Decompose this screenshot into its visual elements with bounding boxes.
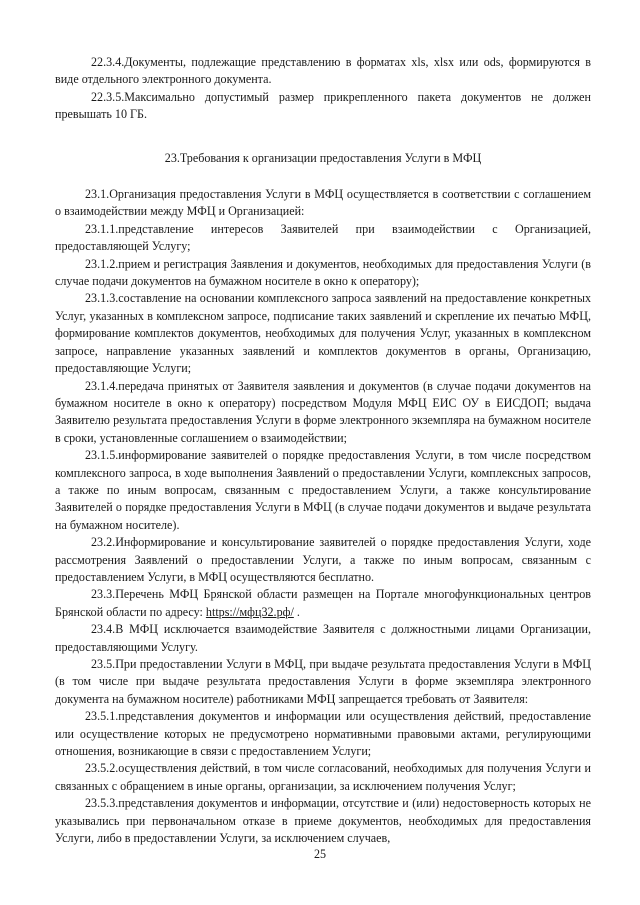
paragraph-22-3-5: 22.3.5.Максимально допустимый размер прикрепленного пакета документов не должен превышать 10 ГБ. <box>55 89 591 122</box>
paragraph-23-1-4: 23.1.4.передача принятых от Заявителя заявления и документов (в случае подачи документов на бумажном носителе в окно к оператору) посредством Модуля МФЦ ЕИС ОУ в ЕИСДОП; выдача Заявителю результата предоставления Услуги в форме электронного экземпляра на бумажном носителе в сроки, установленные соглашением о взаимодействии; <box>55 378 591 445</box>
paragraph-23-3-text: 23.3.Перечень МФЦ Брянской области размещен на Портале многофункциональных центров Брянской области по адресу: <box>55 587 591 619</box>
paragraph-23-1-1: 23.1.1.представление интересов Заявителей при взаимодействии с Организацией, предоставляющей Услугу; <box>55 221 591 254</box>
mfc-portal-link[interactable]: https://мфц32.рф/ <box>205 604 294 619</box>
paragraph-23-5: 23.5.При предоставлении Услуги в МФЦ, при выдаче результата предоставления Услуги в МФЦ (в том числе при выдаче результата предоставления Услуги в форме экземпляра электронного документа на бумажном носителе) работниками МФЦ запрещается требовать от Заявителя: <box>55 657 591 706</box>
paragraph-23-1-5: 23.1.5.информирование заявителей о порядке предоставления Услуги, в том числе посредством комплексного запроса, в ходе выполнения Заявлений о предоставлении Услуги, комплексных запросов, а также по иным вопросам, связанным с предоставлением Услуги, а также консультирование Заявителей о порядке предоставления Услуги в МФЦ (в случае подачи документов и выдаче результата на бумажном носителе). <box>55 448 591 532</box>
paragraph-23-1: 23.1.Организация предоставления Услуги в МФЦ осуществляется в соответствии с соглашением о взаимодействии между МФЦ и Организацией: <box>55 187 591 219</box>
paragraph-22-3-4: 22.3.4.Документы, подлежащие представлению в форматах xls, xlsx или ods, формируются в виде отдельного электронного документа. <box>55 55 591 87</box>
paragraph-23-5-1: 23.5.1.представления документов и информации или осуществления действий, предоставление или осуществление которых не предусмотрено нормативными правовыми актами, регулирующими отношения, возникающие в связи с предоставлением Услуги; <box>55 709 591 759</box>
paragraph-23-5-2: 23.5.2.осуществления действий, в том числе согласований, необходимых для получения Услуги и связанных с обращением в иные органы, организации, за исключением получения Услуг; <box>55 761 591 793</box>
paragraph-23-3-end: . <box>293 604 300 619</box>
paragraph-23-1-2: 23.1.2.прием и регистрация Заявления и документов, необходимых для предоставления Услуги (в случае подачи документов на бумажном носителе в окно к оператору); <box>55 256 591 289</box>
paragraph-23-4: 23.4.В МФЦ исключается взаимодействие Заявителя с должностными лицами Организации, предоставляющими Услугу. <box>55 622 591 654</box>
paragraph-23-2: 23.2.Информирование и консультирование заявителей о порядке предоставления Услуги, ходе рассмотрения Заявлений о предоставлении Услуги, а также по иным вопросам, связанным с предоставлением Услуги, в МФЦ осуществляются бесплатно. <box>55 535 591 584</box>
paragraph-23-3 <box>55 586 591 621</box>
paragraph-23-1-3: 23.1.3.составление на основании комплексного запроса заявлений на предоставление конкретных Услуг, указанных в комплексном запросе, подписание таких заявлений и скрепление их печатью МФЦ, формирование комплектов документов, необходимых для получения Услуг, указанных в комплексном запросе, направление указанных заявлений и комплектов документов в органы, Организацию, предоставляющие Услуги; <box>55 291 591 376</box>
section-heading-23: 23.Требования к организации предоставления Услуги в МФЦ <box>164 150 482 165</box>
page-number: 25 <box>313 847 327 861</box>
paragraph-23-5-3: 23.5.3.представления документов и информации, отсутствие и (или) недостоверность которых не указывались при первоначальном отказе в приеме документов, необходимых для предоставления Услуги, либо в предоставлении Услуги, за исключением случаев, <box>55 796 591 846</box>
